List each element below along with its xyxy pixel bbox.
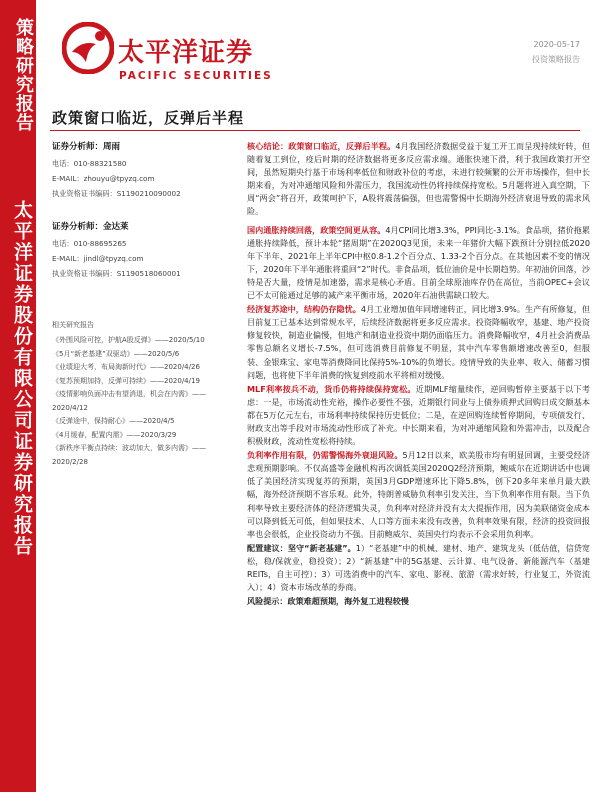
analyst-name: 证券分析师：金达莱 [52, 222, 129, 232]
paragraph-lead: 国内通胀持续回落，政策空间更从容。 [247, 224, 386, 235]
report-type: 投资策略报告 [532, 55, 580, 64]
paragraph-text: 4月CPI同比增3.3%，PPI同比-3.1%。食品项，猪价拖累通胀持续降低，预计本轮“猪周期”在2020Q3见顶，未来一年猪价大幅下跌预计分别拉低2020年下半年、2021年上半年CPI中枢0.8-1.2个百分点、1.33-2个百分点。在其他因素不变的情况下，2020年下半年通胀将重回“2”时代。非食品项，低位油价是中长期趋势。年初油价回落，沙特是否大量，疫情是加速器，需求是核心矛盾。目前全球原油库存仍在高位，当前OPEC+会议已不太可能通过足够的减产来平衡市场，2020年石油供需缺口较大。 [247, 224, 590, 301]
related-report-item[interactable]: 2020/2/28 [52, 457, 88, 466]
economy-paragraph [247, 303, 590, 382]
related-report-item[interactable]: 《新秩序平衡点持续：波动加大，做多内需》—— [52, 444, 206, 452]
sidebar [0, 0, 36, 792]
related-reports-list [52, 334, 242, 469]
analyst-block [52, 140, 242, 199]
analyst-phone: 电话：010-88695265 [52, 239, 127, 248]
negative-rate-paragraph [247, 449, 590, 541]
analyst-phone: 电话：010-88321580 [52, 159, 127, 168]
paragraph-lead: 配置建议：坚守“新老基建”。 [247, 542, 356, 553]
paragraph-text: 5月12日以来，欧美股市均有明显回调，主要受经济悲观预期影响。不仅高盛等金融机构再次调低美国2020Q2经济预期，鲍威尔在近期讲话中也调低了美国经济实现复苏的预期，英国3月GDP增速环比下降5.8%，创下20多年来单月最大跌幅，海外经济预期不容乐观。此外，特朗普威胁负利率引发关注，当下负利率作用有限。当下负利率导致主要经济体的经济逻辑失灵，负利率对经济并没有太大提振作用，因为美联储资金成本可以降到低无可低，但如果技术、人口等方面未来没有改善，负利率效果有限，经济的投资回报率也会很低，企业投资动力不强。目前鲍威尔、英国央行均表示不会采用负利率。 [247, 450, 590, 539]
inflation-paragraph [247, 224, 590, 303]
main-body [247, 140, 590, 609]
related-report-item[interactable]: 《5月“新老基建”双驱动》——2020/5/6 [52, 349, 180, 358]
report-title: 政策窗口临近，反弹后半程 [52, 109, 245, 127]
paragraph-text: 4月工业增加值年同增速转正，同比增3.9%。生产有所修复，但目前复工已基本达到常规水平，后续经济数据将更多反应需求。投资降幅收窄，基建、地产投资修复较快，制造业偏慢，但地产和制造业投资中期仍面临压力。消费降幅收窄，4月社会消费品零售总额名义增长-7.5%，但可选消费目前修复不明显，其中汽车零售额增速改善至0，但服装、金银珠宝、家电等消费降同比保持5%-10%的负增长。疫情导致的失业率、收入、储蓄习惯问题，也将使下半年消费的恢复到疫前水平将相对缓慢。 [247, 304, 590, 380]
company-logo [62, 14, 273, 94]
title-divider [50, 130, 580, 131]
paragraph-lead: 负利率作用有限，仍需警惕海外衰退风险。 [247, 450, 403, 461]
analyst-license: 执业资格证书编码：S1190210090002 [52, 189, 181, 198]
logo-english-name: PACIFIC SECURITIES [119, 70, 273, 82]
paragraph-lead: 经济复苏途中，结构仍存隐忧。 [247, 304, 361, 315]
paragraph-text: 近期MLF缩量续作，逆回购暂停主要基于以下考虑：一是，市场流动性充裕，操作必要性不强，近期银行同业与上债券质押式回购日成交额基本都在5万亿元左右，市场利率持续保持历史低位；二是，在逆回购连续暂停期间，专项债发行、财政支出等手段对市场流动性形成了补充。中长期来看，为对冲通缩风险和外需冲击，以及配合积极财政，流动性宽松将持续。 [247, 383, 590, 447]
analyst-email: E-MAIL：jindl@tpyzq.com [52, 254, 144, 263]
related-report-item[interactable]: 《业绩迎大考，布局淘新时代》——2020/4/26 [52, 363, 200, 371]
logo-chinese-name: 太平洋证券 [118, 38, 254, 68]
related-report-item[interactable]: 《疫情影响负面冲击有望消退，机会在内需》—— [52, 390, 206, 398]
mlf-paragraph [247, 383, 590, 448]
paragraph-lead: 核心结论：政策窗口临近，反弹后半程。 [247, 141, 396, 151]
related-report-item[interactable]: 《4月缓春，配置内需》——2020/3/29 [52, 430, 177, 439]
core-conclusion-paragraph [247, 140, 590, 219]
paragraph-text: 4月我国经济数据受益于复工开工而呈现持续好转，但随着复工到位，疫后时期的经济数据将更多反应需求端。通胀快速下滑，利于我国政策打开空间，虽然短期央行基于市场利率低位和财政补位的考虑，未进行较频繁的公开市场操作，但中长期来看，为对冲通缩风险和外需压力，我国流动性仍将持续保持宽松。5月题将进入真空期，下周“两会”将召开，政策呵护下，A股将震荡偏强，但也需警惕中长期海外经济衰退导致的需求风险。 [247, 141, 590, 217]
related-report-item[interactable]: 《复苏预期加持，反弹可持续》——2020/4/19 [52, 376, 200, 385]
allocation-paragraph [247, 542, 590, 594]
paragraph-text: 1）“老基建”中的机械、建材、地产、建筑龙头（低估值，信贷宽松，稳/保就业，稳投资）；2）“新基建”中的5G基建、云计算、电气设备、新能源汽车（基建REITs，自主可控）；3）可选消费中的汽车、家电、影视、旅游（需求好转，行业复工，外资流入）；4）资本市场改革的券商。 [247, 542, 590, 593]
related-report-item[interactable]: 《外围风险可控，护航A股反弹》——2020/5/10 [52, 336, 205, 344]
logo-mark-icon [62, 22, 114, 74]
related-report-item[interactable]: 《反弹途中，保持耐心》——2020/4/5 [52, 417, 175, 425]
analyst-email: E-MAIL：zhouyu@tpyzq.com [52, 174, 155, 183]
report-category-label: 策略研究报告 [13, 18, 34, 132]
analyst-license: 执业资格证书编码：S1190518060001 [52, 269, 181, 278]
company-vertical-label: 太平洋证券股份有限公司证券研究报告 [11, 200, 33, 557]
paragraph-lead: MLF利率按兵不动，货币仍将持续保持宽松。 [247, 383, 416, 394]
risk-warning-paragraph [247, 595, 590, 608]
report-date: 2020-05-17 [533, 40, 580, 49]
paragraph-lead: 风险提示：政策难超预期，海外复工进程较慢 [247, 596, 409, 607]
related-reports-heading: 相关研究报告 [52, 321, 94, 329]
analyst-name: 证券分析师：周雨 [52, 142, 121, 152]
related-report-item[interactable]: 2020/4/12 [52, 403, 88, 412]
analyst-block [52, 220, 242, 279]
